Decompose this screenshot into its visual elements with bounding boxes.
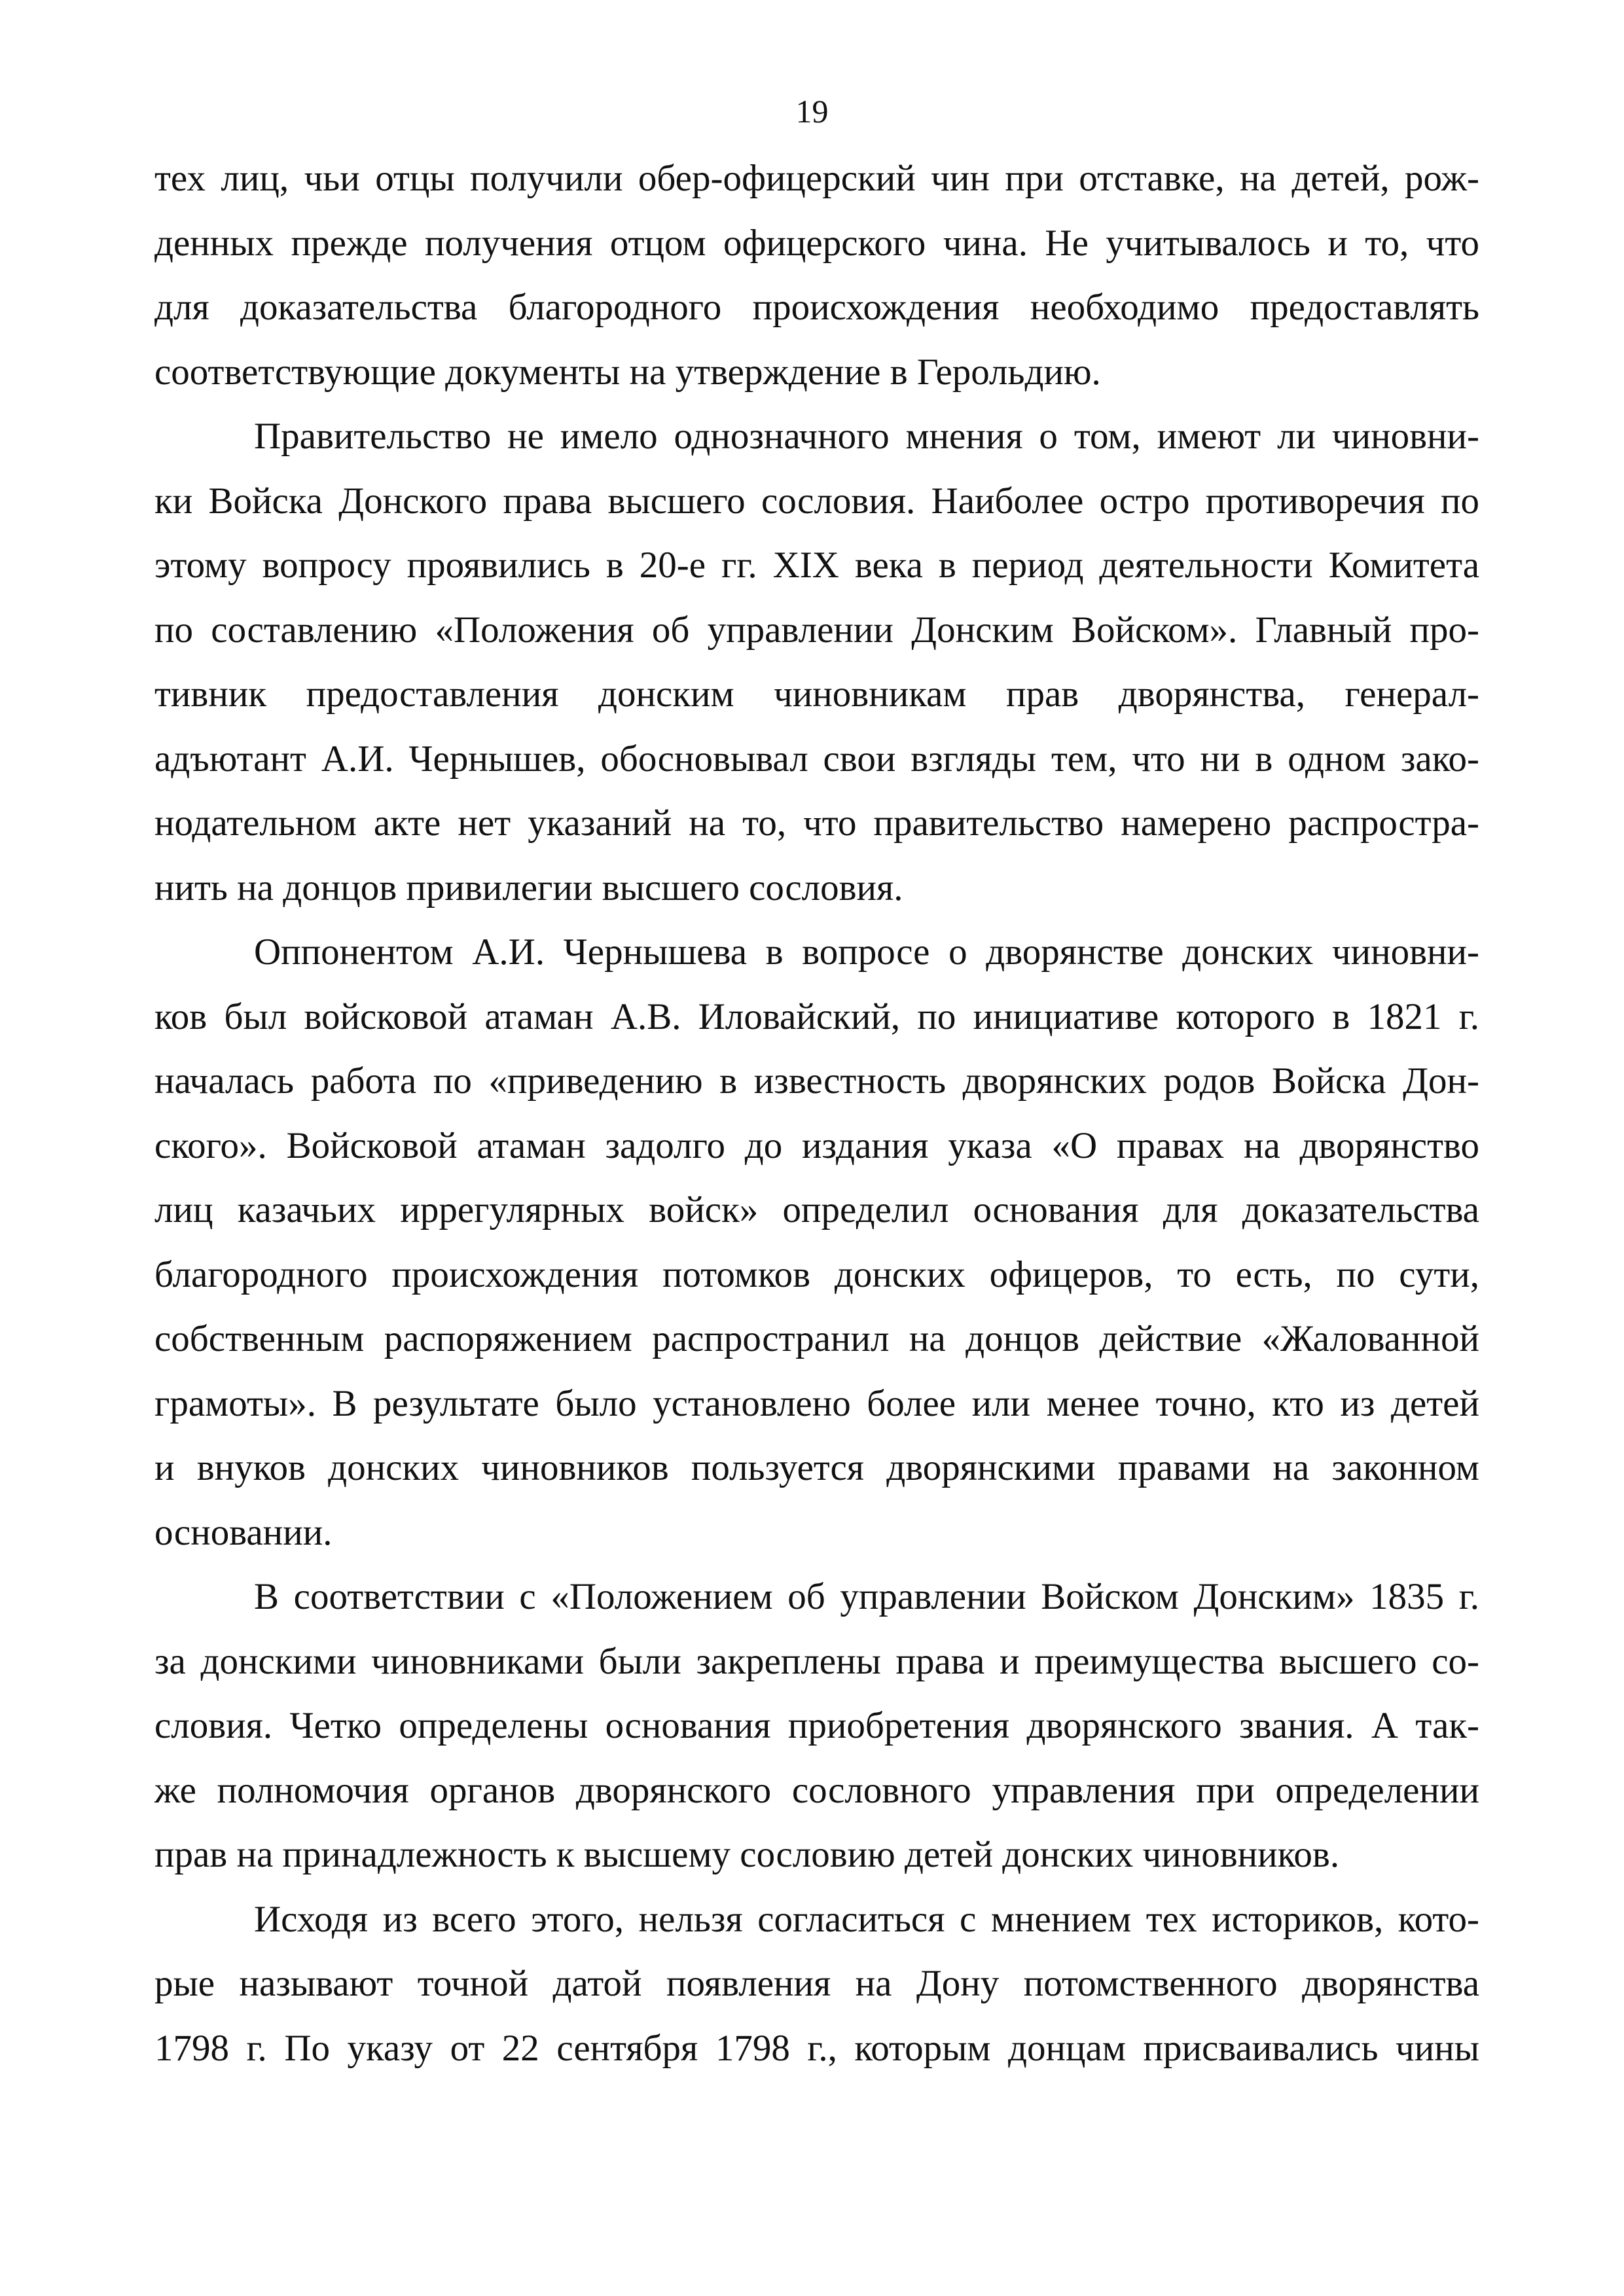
text-line: нодательном акте нет указаний на то, что правительство намерено распростра-: [154, 802, 1479, 844]
text-line: ков был войсковой атаман А.В. Иловайский, по инициативе которого в 1821 г.: [154, 996, 1479, 1037]
text-line: ского». Войсковой атаман задолго до издания указа «О правах на дворянство: [154, 1124, 1479, 1166]
paragraph: [154, 920, 1479, 1565]
text-line: тех лиц, чьи отцы получили обер-офицерский чин при отставке, на детей, рож-: [154, 158, 1479, 199]
text-line: для доказательства благородного происхождения необходимо предоставлять: [154, 287, 1479, 328]
text-line: денных прежде получения отцом офицерского чина. Не учитывалось и то, что: [154, 222, 1479, 264]
paragraph: [154, 404, 1479, 920]
document-body: [154, 147, 1479, 2081]
text-line: за донскими чиновниками были закреплены права и преимущества высшего со-: [154, 1640, 1479, 1682]
text-line: В соответствии с «Положением об управлении Войском Донским» 1835 г.: [254, 1576, 1479, 1617]
text-line: соответствующие документы на утверждение в Герольдию.: [154, 351, 1101, 393]
text-line: и внуков донских чиновников пользуется дворянскими правами на законном: [154, 1447, 1479, 1488]
paragraph: [154, 147, 1479, 404]
text-line: собственным распоряжением распространил на донцов действие «Жалованной: [154, 1318, 1479, 1359]
text-line: тивник предоставления донским чиновникам прав дворянства, генерал-: [154, 673, 1479, 715]
text-line: нить на донцов привилегии высшего сословия.: [154, 867, 903, 908]
text-line: по составлению «Положения об управлении Донским Войском». Главный про-: [154, 609, 1479, 651]
text-line: прав на принадлежность к высшему сословию детей донских чиновников.: [154, 1834, 1340, 1875]
text-line: 1798 г. По указу от 22 сентября 1798 г., которым донцам присваивались чины: [154, 2027, 1479, 2069]
text-line: словия. Четко определены основания приобретения дворянского звания. А так-: [154, 1705, 1479, 1746]
text-line: Оппонентом А.И. Чернышева в вопросе о дворянстве донских чиновни-: [254, 931, 1479, 973]
text-line: началась работа по «приведению в известность дворянских родов Войска Дон-: [154, 1060, 1479, 1102]
text-line: этому вопросу проявились в 20-е гг. XIX века в период деятельности Комитета: [154, 545, 1479, 586]
text-line: же полномочия органов дворянского сословного управления при определении: [154, 1769, 1479, 1811]
text-line: благородного происхождения потомков донских офицеров, то есть, по сути,: [154, 1253, 1479, 1295]
text-line: адъютант А.И. Чернышев, обосновывал свои взгляды тем, что ни в одном зако-: [154, 738, 1479, 780]
text-line: ки Войска Донского права высшего сословия. Наиболее остро противоречия по: [154, 480, 1479, 522]
text-line: Правительство не имело однозначного мнения о том, имеют ли чиновни-: [254, 416, 1479, 457]
text-line: лиц казачьих иррегулярных войск» определил основания для доказательства: [154, 1189, 1479, 1230]
text-line: рые называют точной датой появления на Дону потомственного дворянства: [154, 1963, 1479, 2004]
page-number: 19: [795, 93, 829, 130]
text-line: Исходя из всего этого, нельзя согласиться с мнением тех историков, кото-: [254, 1898, 1479, 1940]
text-line: основании.: [154, 1511, 333, 1553]
paragraph: [154, 1565, 1479, 1888]
text-line: грамоты». В результате было установлено более или менее точно, кто из детей: [154, 1382, 1479, 1424]
paragraph: [154, 1888, 1479, 2081]
